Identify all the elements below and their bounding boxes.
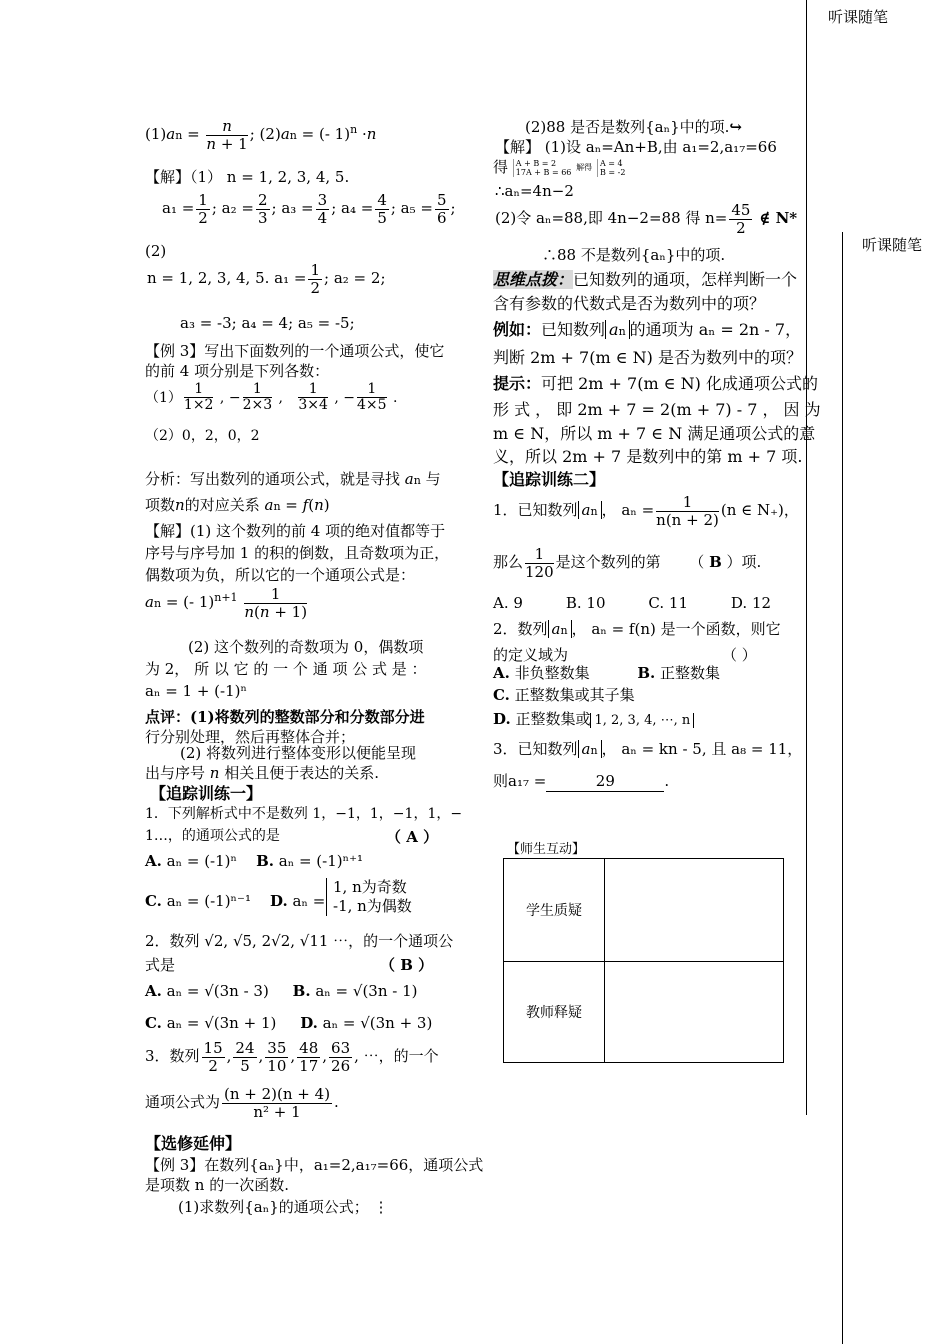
p2-line: 那么 $\frac{1}{120}$ 是这个数列的第 （ B ）项.	[493, 545, 762, 581]
comment-line-2: 行分别处理，然后再整体合并；	[145, 728, 356, 746]
part-2-line-2: a₃ = -3; a₄ = 4; a₅ = -5;	[180, 314, 355, 332]
q1-option-d-piecewise: 1, n为奇数 -1, n为偶数	[326, 878, 412, 916]
left-formula-line: (1)an = $\frac{n}{n + 1}$ ; (2)an = (- 1)$^n$ ·n	[145, 117, 377, 153]
q2-line-1: 2．数列 √2, √5, 2√2, √11 ⋯，的一个通项公	[145, 932, 454, 950]
solution-line-3: 偶数项为负，所以它的一个通项公式是：	[145, 566, 416, 584]
hand-pointer-icon: ↪	[729, 118, 742, 136]
q1-options-cd: C. aₙ = (-1)ⁿ⁻¹ D. aₙ =	[145, 892, 326, 910]
solution-line-1: 【解】(1) 这个数列的前 4 项的绝对值都等于	[145, 522, 446, 540]
q3-line-1: 3．数列 $\frac{15}{2}$ , $\frac{24}{5}$ , $\frac{35}{10}$ , $\frac{48}{17}$ , $\frac{63}{26}$ , ⋯，的一个	[145, 1039, 439, 1075]
example-line-2: 判断 2m + 7(m ∈ N) 是否为数列中的项？	[493, 348, 802, 367]
q2-options-cd: C. aₙ = √(3n + 1) D. aₙ = √(3n + 3)	[145, 1014, 433, 1032]
teacher-answer-label: 教师释疑	[504, 962, 605, 1063]
example-line-1: 例如：已知数列 an 的通项为 aₙ = 2n - 7，	[493, 320, 802, 339]
p6-options: A. 非负整数集 B. 正整数集	[493, 664, 721, 682]
example-3-fractions: （1） $\frac{1}{1\times 2}$ , − $\frac{1}{2\times 3}$ , $\frac{1}{3\times 4}$ , − $\frac{1}{4\times 5}$ .	[145, 381, 398, 414]
hint-line-2: 形 式 ， 即 2m + 7 = 2(m + 7) - 7 ， 因 为	[493, 400, 821, 419]
p7-option: C. 正整数集或其子集	[493, 686, 635, 704]
right-result-1: ∴aₙ=4n−2	[495, 182, 574, 200]
right-system-line: 得 A + B = 2 17A + B = 66 解得 A = 4 B = -2	[493, 158, 626, 177]
thinking-line-1: 思维点拨：已知数列的通项，怎样判断一个	[493, 270, 798, 289]
p9-line: 3．已知数列 an ， aₙ = kn - 5, 且 a₈ = 11，	[493, 740, 803, 758]
p5-line: 的定义域为	[493, 646, 569, 664]
margin-rule-long	[806, 0, 807, 1115]
right-line-1: (2)88 是否是数列{aₙ}中的项.↪	[525, 118, 742, 136]
q2-line-2: 式是	[145, 956, 176, 974]
example-3-line-2: 的前 4 项分别是下列各数：	[145, 362, 330, 380]
interaction-table	[503, 858, 784, 1063]
hint-line-1: 提示：可把 2m + 7(m ∈ N) 化成通项公式的	[493, 374, 818, 393]
table-row	[504, 859, 784, 962]
margin-rule-right	[842, 232, 843, 1344]
solution-line-7: aₙ = 1 + (-1)ⁿ	[145, 682, 247, 700]
section-tracking-2: 【追踪训练二】	[493, 470, 606, 489]
p4-line: 2．数列 an ， aₙ = f(n) 是一个函数，则它	[493, 620, 781, 638]
a-values-line: a₁ = $\frac{1}{2}$ ; a₂ = $\frac{2}{3}$ ; a₃ = $\frac{3}{4}$ ; a₄ = $\frac{4}{5}$ ; a₅ = $\frac{5}{6}$ ;	[162, 191, 456, 227]
p3-options: A. 9 B. 10 C. 11 D. 12	[493, 594, 772, 612]
solution-line-5: (2) 这个数列的奇数项为 0，偶数项	[188, 638, 424, 656]
student-question-label: 学生质疑	[504, 859, 605, 962]
p8-option: D. 正整数集或 1, 2, 3, 4, ⋯, n	[493, 710, 694, 729]
solution-1-line: 【解】（1） n = 1, 2, 3, 4, 5.	[145, 168, 350, 186]
margin-note-mid: 听课随笔	[862, 236, 923, 254]
q2-options-ab: A. aₙ = √(3n - 3) B. aₙ = √(3n - 1)	[145, 982, 418, 1000]
right-solution-1: 【解】 (1)设 aₙ=An+B,由 a₁=2,a₁₇=66	[495, 138, 777, 156]
part-2-label: (2)	[145, 242, 167, 260]
right-conclusion: ∴88 不是数列{aₙ}中的项.	[542, 246, 726, 264]
comment-line-3: (2) 将数列进行整体变形以便能呈现	[180, 744, 417, 762]
part-2-line-1: n = 1, 2, 3, 4, 5. a₁ = $\frac{1}{2}$ ; a₂ = 2;	[147, 261, 386, 297]
comment-line-1: 点评：(1)将数列的整数部分和分数部分进	[145, 708, 425, 726]
q1-answer: （ A ）	[386, 828, 439, 846]
q2-answer: （ B ）	[380, 956, 434, 974]
q3-line-2: 通项公式为 $\frac{(n + 2)(n + 4)}{\text{n² + 1}}$ .	[145, 1085, 339, 1121]
example-3-part-2: （2）0，2，0，2	[145, 428, 260, 444]
p5-answer: （ ）	[722, 646, 757, 664]
analysis-line-1: 分析：写出数列的通项公式，就是寻找 an 与	[145, 470, 441, 488]
q1-options-ab: A. aₙ = (-1)ⁿ B. aₙ = (-1)ⁿ⁺¹	[145, 852, 364, 870]
hint-line-3: m ∈ N，所以 m + 7 ∈ N 满足通项公式的意	[493, 424, 816, 443]
section-extension: 【选修延伸】	[145, 1134, 242, 1153]
section-tracking-1: 【追踪训练一】	[150, 784, 263, 803]
analysis-line-2: 项数n的对应关系 an = f(n)	[145, 496, 330, 514]
ext-line-3: (1)求数列{aₙ}的通项公式； ⋮	[178, 1198, 389, 1216]
ext-line-1: 【例 3】在数列{aₙ}中，a₁=2,a₁₇=66，通项公式	[145, 1156, 484, 1174]
p10-line: 则a₁₇ = 29 .	[493, 772, 670, 790]
thinking-line-2: 含有参数的代数式是否为数列中的项？	[493, 294, 766, 313]
solution-line-6: 为 2， 所 以 它 的 一 个 通 项 公 式 是 ：	[145, 660, 427, 678]
p1-line: 1．已知数列 an ， aₙ = $\frac{1}{n(n + 2)}$ (n ∈ N₊)，	[493, 493, 799, 529]
table-row	[504, 962, 784, 1063]
q1-line-2: 1…，的通项公式的是	[145, 828, 280, 844]
margin-note-top: 听课随笔	[828, 8, 889, 26]
ext-line-2: 是项数 n 的一次函数.	[145, 1176, 289, 1194]
comment-line-4: 出与序号 n 相关且便于表达的关系.	[145, 764, 380, 782]
right-solution-2: (2)令 aₙ=88,即 4n−2=88 得 n= $\frac{45}{2}$ ∉ N*	[495, 201, 798, 237]
student-question-cell[interactable]	[605, 859, 784, 962]
hint-line-4: 义，所以 2m + 7 是数列中的第 m + 7 项.	[493, 447, 803, 466]
solution-line-2: 序号与序号加 1 的积的倒数，且奇数项为正，	[145, 544, 450, 562]
teacher-answer-cell[interactable]	[605, 962, 784, 1063]
example-3-line-1: 【例 3】写出下面数列的一个通项公式，使它	[145, 342, 445, 360]
interaction-title: 【师生互动】	[507, 842, 586, 857]
q1-line-1: 1．下列解析式中不是数列 1，−1，1，−1，1，−	[145, 806, 463, 822]
solution-formula: an = (- 1)$^{n+1}$ $\frac{1}{n(n + 1)}$	[145, 585, 308, 621]
